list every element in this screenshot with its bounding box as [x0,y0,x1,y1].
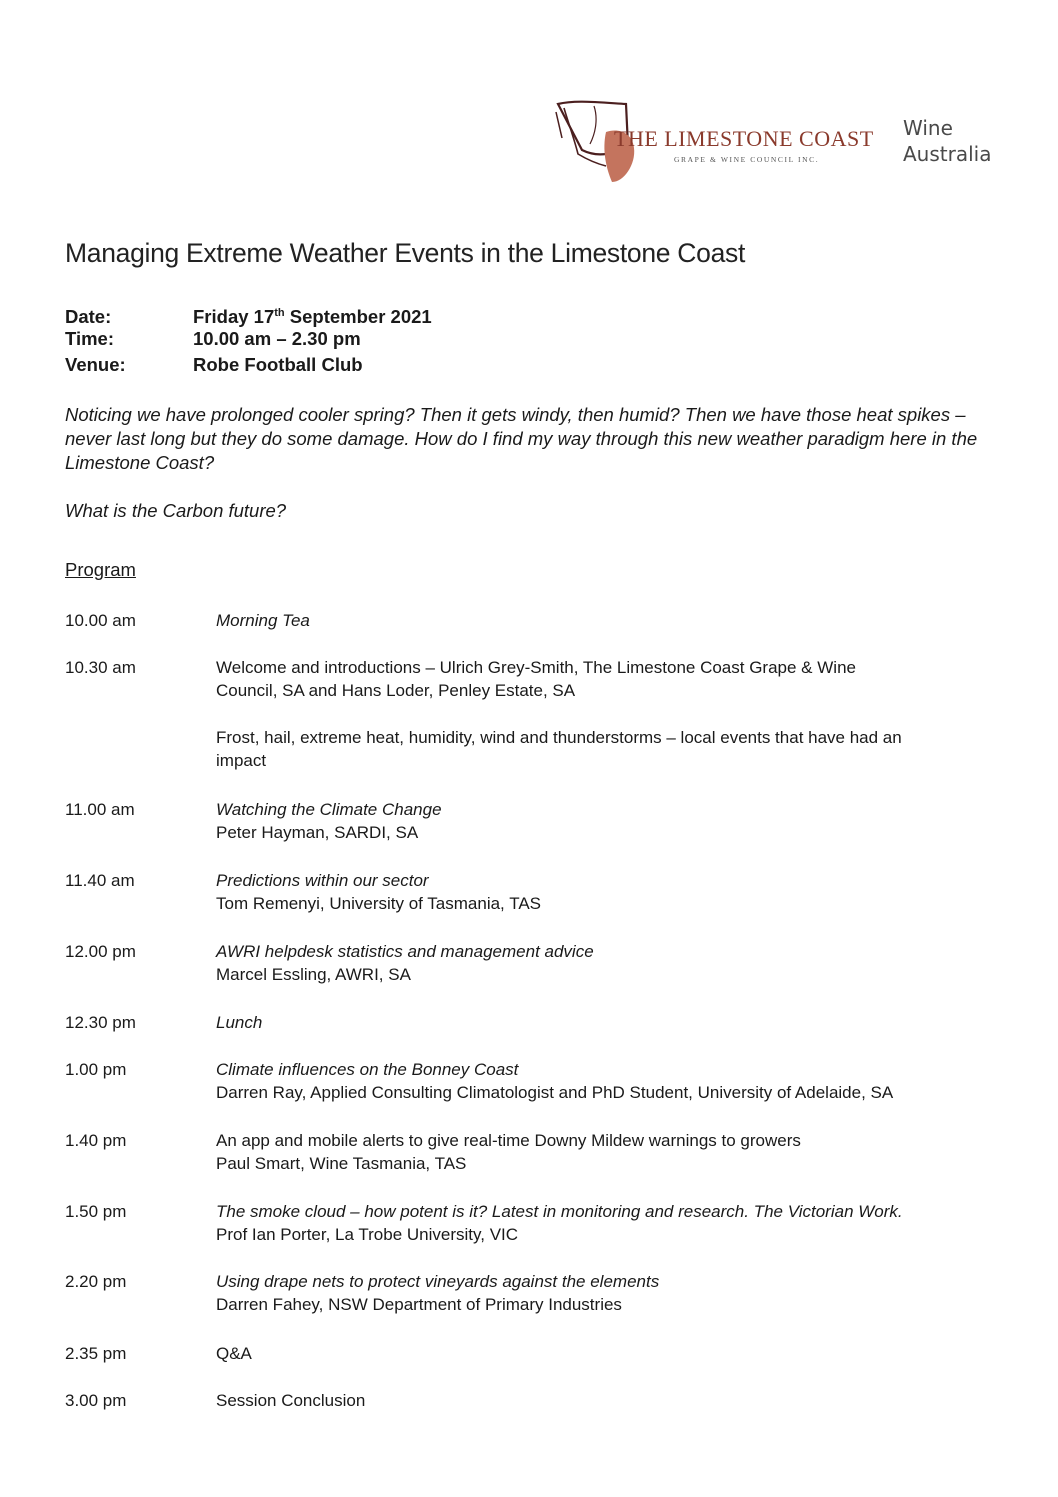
program-title: Using drape nets to protect vineyards against the elements [216,1272,660,1291]
program-title: Morning Tea [216,611,310,630]
program-line: impact [216,751,267,770]
venue-label: Venue: [65,354,126,375]
program-speaker: Peter Hayman, SARDI, SA [216,823,419,842]
wine-australia-line-1: Wine [903,116,953,140]
program-time: 2.20 pm [65,1272,127,1291]
date-suffix: th [274,307,285,319]
date-day: Friday 17 [193,306,275,328]
program-time: 12.00 pm [65,942,136,961]
program-title: Watching the Climate Change [216,800,442,819]
date-row [65,300,432,326]
program-speaker: Prof Ian Porter, La Trobe University, VIC [216,1225,519,1244]
program-title: An app and mobile alerts to give real-time Downy Mildew warnings to growers [216,1131,801,1150]
program-speaker: Paul Smart, Wine Tasmania, TAS [216,1154,467,1173]
program-title: Climate influences on the Bonney Coast [216,1060,519,1079]
program-time: 11.40 am [65,871,135,890]
limestone-coast-subtitle: GRAPE & WINE COUNCIL INC. [674,155,820,164]
program-time: 1.50 pm [65,1202,127,1221]
event-details [65,300,432,378]
program-speaker: Tom Remenyi, University of Tasmania, TAS [216,894,542,913]
venue-value: Robe Football Club [193,354,363,375]
intro-question: What is the Carbon future? [65,500,287,521]
page-title: Managing Extreme Weather Events in the Limestone Coast [65,238,746,268]
program-heading: Program [65,559,136,580]
program-time: 3.00 pm [65,1391,127,1410]
time-row [65,326,432,352]
program-line: Welcome and introductions – Ulrich Grey-Smith, The Limestone Coast Grape & Wine [216,658,856,677]
wine-australia-line-2: Australia [903,142,992,166]
program-speaker: Marcel Essling, AWRI, SA [216,965,411,984]
wine-australia-logo [903,115,1023,167]
program-title: Predictions within our sector [216,871,429,890]
program-title: Session Conclusion [216,1391,366,1410]
program-time: 1.40 pm [65,1131,127,1150]
program-title: AWRI helpdesk statistics and management advice [216,942,594,961]
program-time: 11.00 am [65,800,135,819]
program-line: Frost, hail, extreme heat, humidity, wind and thunderstorms – local events that have had an [216,728,902,747]
program-title: The smoke cloud – how potent is it? Latest in monitoring and research. The Victorian Work. [216,1202,903,1221]
program-speaker: Darren Ray, Applied Consulting Climatologist and PhD Student, University of Adelaide, SA [216,1083,894,1102]
intro-text [65,403,1005,523]
time-value: 10.00 am – 2.30 pm [193,328,361,349]
time-label: Time: [65,328,115,349]
venue-row [65,352,432,378]
program-time: 10.00 am [65,611,136,630]
program-title: Q&A [216,1344,252,1363]
limestone-coast-logo [554,98,874,188]
program-time: 12.30 pm [65,1013,136,1032]
program-time: 2.35 pm [65,1344,127,1363]
date-rest: September 2021 [284,306,432,328]
program-speaker: Darren Fahey, NSW Department of Primary Industries [216,1295,622,1314]
program-line: Council, SA and Hans Loder, Penley Estate, SA [216,681,576,700]
limestone-coast-name: THE LIMESTONE COAST [614,126,874,151]
program-time: 1.00 pm [65,1060,127,1079]
program-time: 10.30 am [65,658,136,677]
date-label: Date: [65,306,112,328]
intro-paragraph: Noticing we have prolonged cooler spring? Then it gets windy, then humid? Then we have those heat spikes – never last long but they do some damage. How do I find my way through this new weather paradigm here in the Limestone Coast? [65,404,978,473]
program-title: Lunch [216,1013,263,1032]
